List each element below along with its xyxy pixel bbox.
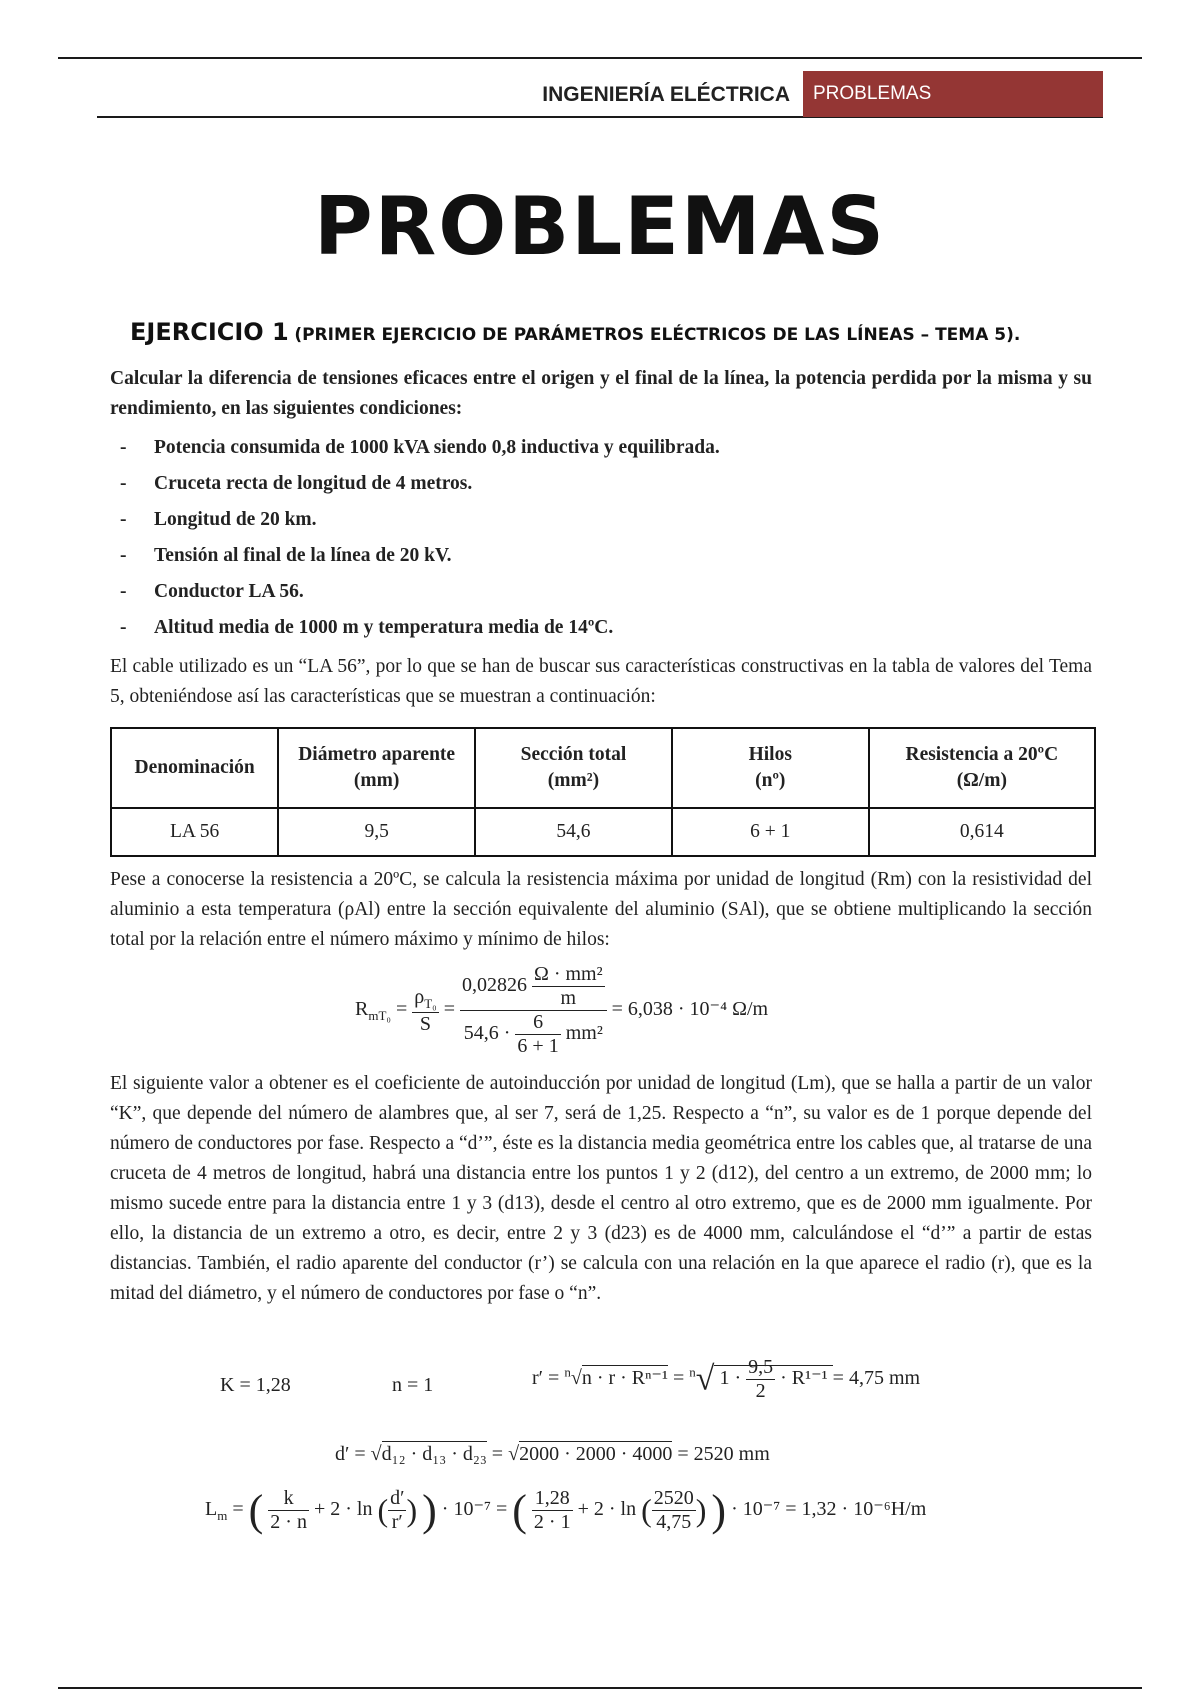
table-header: Sección total (mm²) <box>475 728 672 808</box>
table-cell: 54,6 <box>475 808 672 856</box>
conditions-list <box>120 430 720 646</box>
list-item: - Altitud media de 1000 m y temperatura media de 14ºC. <box>120 617 614 638</box>
list-item: - Longitud de 20 km. <box>120 509 317 530</box>
page-title: PROBLEMAS <box>314 180 886 273</box>
equation-d-prime: d′ = √d₁₂ · d₁₃ · d₂₃ = √2000 · 2000 · 4000 = 2520 mm <box>335 1443 770 1465</box>
equation-n: n = 1 <box>392 1374 434 1396</box>
exercise-heading <box>130 318 1020 346</box>
bottom-rule <box>58 1687 1142 1689</box>
list-item: - Tensión al final de la línea de 20 kV. <box>120 545 452 566</box>
header-subject: INGENIERÍA ELÉCTRICA <box>542 83 790 106</box>
table-cell: 9,5 <box>278 808 475 856</box>
equation-inductance: $L_m$ = ( $\frac{k}{2 \cdot n}$ + 2 · ln ( $\frac{d'}{r'}$ ) ) · 10⁻⁷ = ( $\frac{1,28}{2 \cdot 1}$ + 2 · ln ( $\frac{2520}{4,75}$ ) ) · 10⁻⁷ = 1,32 · 10⁻⁶H/m <box>205 1486 927 1535</box>
paragraph-inductance: El siguiente valor a obtener es el coeficiente de autoinducción por unidad de longitud (Lm), que se halla a partir de un valor “K”, que depende del número de alambres que, al ser 7, será de 1,25. Respecto a “n”, su valor es de 1 porque depende del número de conductores por fase. Respecto a “d’”, éste es la distancia media geométrica entre los cables que, al tratarse de una cruceta de 4 metros de longitud, habrá una distancia entre los puntos 1 y 2 (d12), del centro a un extremo, de 2000 mm; lo mismo sucede entre para la distancia entre 1 y 3 (d13), desde el centro al otro extremo, que es de 2000 mm igualmente. Por ello, la distancia de un extremo a otro, es decir, entre 2 y 3 (d23) es de 4000 mm, calculándose el “d’” a partir de estas distancias. También, el radio aparente del conductor (r’) se calcula con una relación en la que aparece el radio (r), que es la mitad del diámetro, y el número de conductores por fase o “n”. <box>110 1073 1092 1304</box>
problem-statement: Calcular la diferencia de tensiones eficaces entre el origen y el final de la línea, la potencia perdida por la misma y su rendimiento, en las siguientes condiciones: <box>110 368 1092 419</box>
paragraph-cable: El cable utilizado es un “LA 56”, por lo que se han de buscar sus características constructivas en la tabla de valores del Tema 5, obteniéndose así las características que se muestran a continuación: <box>110 656 1092 707</box>
equation-k: K = 1,28 <box>220 1374 291 1396</box>
list-item: - Conductor LA 56. <box>120 581 304 602</box>
table-header: Resistencia a 20ºC (Ω/m) <box>869 728 1095 808</box>
table-cell: 0,614 <box>869 808 1095 856</box>
header-section-badge: PROBLEMAS <box>803 71 1103 117</box>
exercise-subtitle: (PRIMER EJERCICIO DE PARÁMETROS ELÉCTRICOS DE LAS LÍNEAS – TEMA 5). <box>294 325 1021 345</box>
list-item: - Potencia consumida de 1000 kVA siendo 0,8 inductiva y equilibrada. <box>120 437 720 458</box>
table-row <box>111 808 1095 856</box>
table-header: Diámetro aparente (mm) <box>278 728 475 808</box>
top-rule <box>58 57 1142 59</box>
list-item: - Cruceta recta de longitud de 4 metros. <box>120 473 473 494</box>
table-header-row <box>111 728 1095 808</box>
equation-resistance: $R_{mT_0}$ = $\frac{\rho_{T_0}}{S}$ = 0,02826 $\frac{\text{Ω · mm²}}{m}$ 54,6 · $\frac{6}{6 + 1}$ mm² = 6,038 · 10⁻⁴ Ω/m <box>355 963 769 1057</box>
table-cell: 6 + 1 <box>672 808 869 856</box>
table-header: Hilos (nº) <box>672 728 869 808</box>
table-cell: LA 56 <box>111 808 278 856</box>
equation-r-prime: r′ = $^n$√n · r · Rⁿ⁻¹ = $^n$√ 1 · $\frac{9,5}{2}$ · R¹⁻¹ = 4,75 mm <box>532 1356 921 1402</box>
cable-characteristics-table <box>110 727 1096 857</box>
table-header: Denominación <box>111 728 278 808</box>
exercise-label: EJERCICIO 1 <box>130 318 289 346</box>
paragraph-resistance: Pese a conocerse la resistencia a 20ºC, se calcula la resistencia máxima por unidad de longitud (Rm) con la resistividad del aluminio a esta temperatura (ρAl) entre la sección equivalente del aluminio (SAl), que se obtiene multiplicando la sección total por la relación entre el número máximo y mínimo de hilos: <box>110 869 1092 950</box>
